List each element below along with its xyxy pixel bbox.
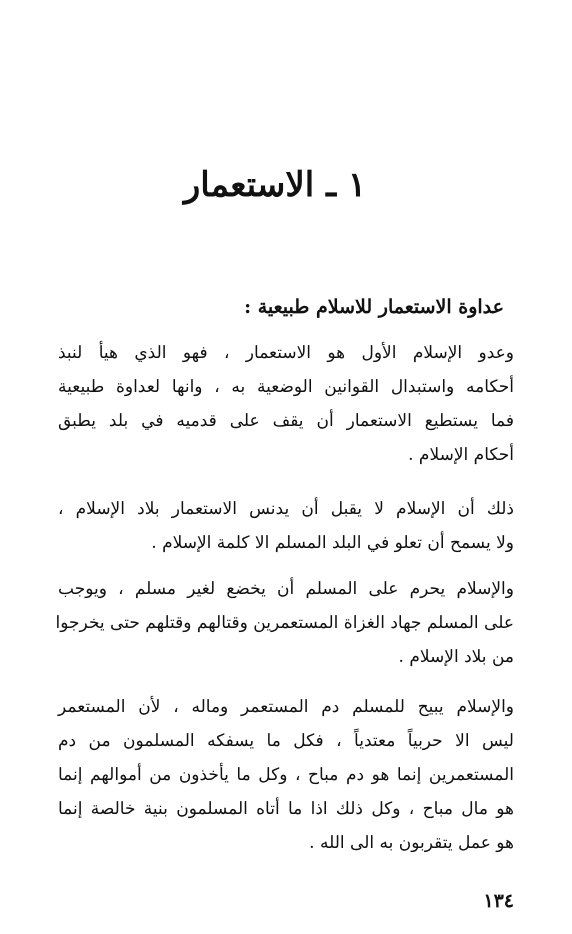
page-number: ١٣٤	[483, 890, 514, 912]
section-heading: عداوة الاستعمار للاسلام طبيعية :	[244, 296, 504, 318]
text-line: وعدو الإسلام الأول هو الاستعمار ، فهو الذي هيأ لنبذ	[58, 343, 514, 363]
text-line: من بلاد الإسلام .	[398, 647, 514, 667]
paragraph	[58, 492, 514, 560]
text-line: المستعمرين إنما هو دم مباح ، وكل ما يأخذون من أموالهم إنما	[58, 765, 514, 785]
text-line: فما يستطيع الاستعمار أن يقف على قدميه في بلد يطبق	[58, 411, 514, 431]
paragraph	[58, 336, 514, 472]
paragraph	[58, 690, 514, 860]
text-line: ولا يسمح أن تعلو في البلد المسلم الا كلمة الإسلام .	[151, 533, 514, 553]
text-line: ذلك أن الإسلام لا يقبل أن يدنس الاستعمار بلاد الإسلام ،	[58, 499, 514, 519]
text-line: هو مال مباح ، وكل ذلك اذا ما أتاه المسلمون بنية خالصة إنما	[58, 799, 514, 819]
text-line: على المسلم جهاد الغزاة المستعمرين وقتالهم وقتلهم حتى يخرجوا	[55, 613, 514, 633]
chapter-title: ١ ـ الاستعمار	[183, 165, 367, 205]
text-line: والإسلام يبيح للمسلم دم المستعمر وماله ، لأن المستعمر	[58, 697, 514, 717]
paragraph	[55, 572, 514, 674]
text-line: ليس الا حربياً معتدياً ، فكل ما يسفكه المسلمون من دم	[58, 731, 514, 751]
text-line: هو عمل يتقربون به الى الله .	[309, 833, 514, 853]
text-line: والإسلام يحرم على المسلم أن يخضع لغير مسلم ، ويوجب	[58, 579, 514, 599]
text-line: أحكام الإسلام .	[408, 445, 514, 465]
text-line: أحكامه واستبدال القوانين الوضعية به ، وانها لعداوة طبيعية	[58, 377, 514, 397]
